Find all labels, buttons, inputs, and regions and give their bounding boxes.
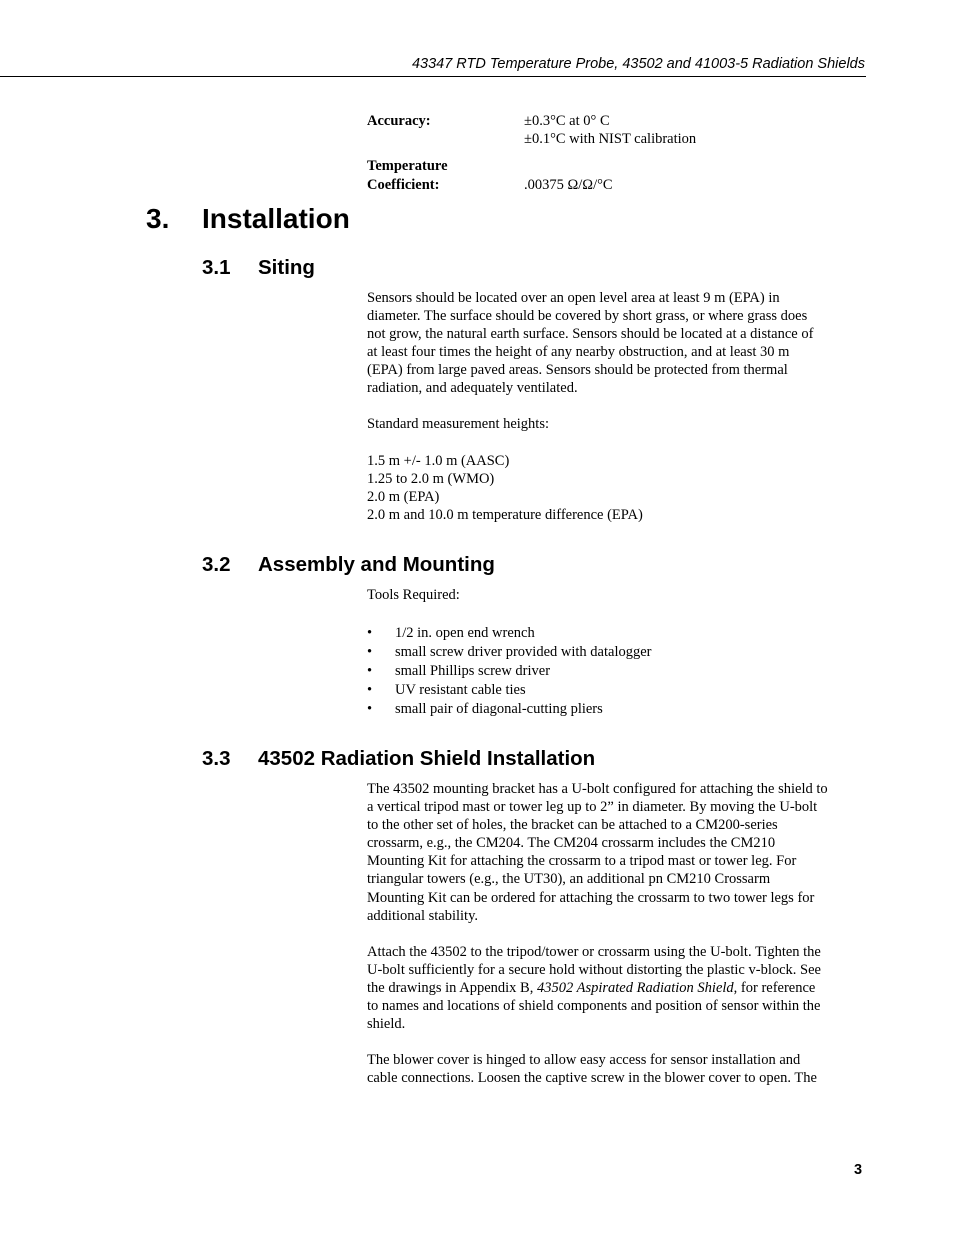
tempcoef-label-line2: Coefficient: [367, 177, 440, 193]
text-line: to the other set of holes, the bracket can be attached to a CM200-series [367, 817, 778, 834]
heading-number: 3.2 [202, 553, 231, 576]
accuracy-label: Accuracy: [367, 113, 431, 129]
text-line: Attach the 43502 to the tripod/tower or crossarm using the U-bolt. Tighten the [367, 944, 821, 960]
height-item: 2.0 m and 10.0 m temperature difference (EPA) [367, 507, 643, 524]
text-line: radiation, and adequately ventilated. [367, 380, 578, 397]
heights-intro: Standard measurement heights: [367, 416, 550, 432]
text-line: Mounting Kit for attaching the crossarm to a tripod mast or tower leg. For [367, 853, 797, 870]
heading-title: Assembly and Mounting [258, 553, 495, 576]
text-line: diameter. The surface should be covered by short grass, or where grass does [367, 308, 808, 325]
appendix-reference: 43502 Aspirated Radiation Shield [536, 980, 734, 997]
height-item: 1.5 m +/- 1.0 m (AASC) [367, 453, 510, 469]
text-line: not grow, the natural earth surface. Sensors should be located at a distance of [367, 326, 814, 343]
shield-paragraph-3 [367, 1051, 867, 1087]
list-item: • small Phillips screw driver [367, 662, 652, 681]
text-line: U-bolt sufficiently for a secure hold without distorting the plastic v-block. See [367, 962, 821, 979]
shield-paragraph-2 [367, 943, 867, 1033]
tools-intro: Tools Required: [367, 587, 460, 603]
heading-siting [202, 255, 315, 281]
text-fragment: , for reference [733, 980, 816, 997]
page-number: 3 [854, 1162, 863, 1178]
heading-assembly [202, 552, 495, 578]
header-rule [0, 76, 866, 77]
tempcoef-value: .00375 Ω/Ω/°C [524, 177, 613, 193]
list-item: • small screw driver provided with datalogger [367, 643, 652, 662]
siting-paragraph [367, 289, 867, 398]
section-title: Installation [202, 203, 350, 234]
text-line: Sensors should be located over an open level area at least 9 m (EPA) in [367, 290, 780, 306]
text-line: to names and locations of shield components and position of sensor within the [367, 998, 821, 1015]
accuracy-value-2: ±0.1°C with NIST calibration [524, 131, 697, 147]
text-line: a vertical tripod mast or tower leg up to 2” in diameter. By moving the U-bolt [367, 799, 818, 816]
list-item: • small pair of diagonal-cutting pliers [367, 700, 652, 719]
shield-paragraph-1 [367, 780, 867, 925]
text-line: additional stability. [367, 907, 479, 924]
list-item: • UV resistant cable ties [367, 681, 652, 700]
heading-number: 3.3 [202, 747, 231, 770]
text-line: The 43502 mounting bracket has a U-bolt configured for attaching the shield to [367, 781, 828, 797]
accuracy-value-1: ±0.3°C at 0° C [524, 113, 610, 129]
text-line [367, 979, 867, 997]
list-item: • 1/2 in. open end wrench [367, 624, 652, 643]
heading-title: 43502 Radiation Shield Installation [258, 747, 596, 770]
text-fragment: the drawings in Appendix B, [367, 980, 537, 997]
tools-list [367, 624, 652, 719]
text-line: triangular towers (e.g., the UT30), an additional pn CM210 Crossarm [367, 871, 771, 888]
running-header: 43347 RTD Temperature Probe, 43502 and 41003-5 Radiation Shields [411, 56, 865, 72]
height-item: 1.25 to 2.0 m (WMO) [367, 471, 495, 488]
text-line: The blower cover is hinged to allow easy access for sensor installation and [367, 1052, 801, 1068]
heading-shield-installation [202, 746, 595, 772]
heights-list [367, 452, 867, 524]
text-line: cable connections. Loosen the captive screw in the blower cover to open. The [367, 1070, 817, 1087]
text-line: (EPA) from large paved areas. Sensors should be protected from thermal [367, 362, 788, 379]
tempcoef-label-line1: Temperature [367, 158, 448, 174]
text-line: crossarm, e.g., the CM204. The CM204 crossarm includes the CM210 [367, 835, 776, 852]
heading-number: 3.1 [202, 256, 231, 279]
section-number: 3. [146, 203, 170, 234]
height-item: 2.0 m (EPA) [367, 489, 440, 506]
section-heading [146, 201, 350, 237]
text-line: at least four times the height of any nearby obstruction, and at least 30 m [367, 344, 790, 361]
text-line: Mounting Kit can be ordered for attaching the crossarm to two tower legs for [367, 889, 815, 906]
heading-title: Siting [258, 256, 315, 279]
text-line: shield. [367, 1016, 406, 1033]
